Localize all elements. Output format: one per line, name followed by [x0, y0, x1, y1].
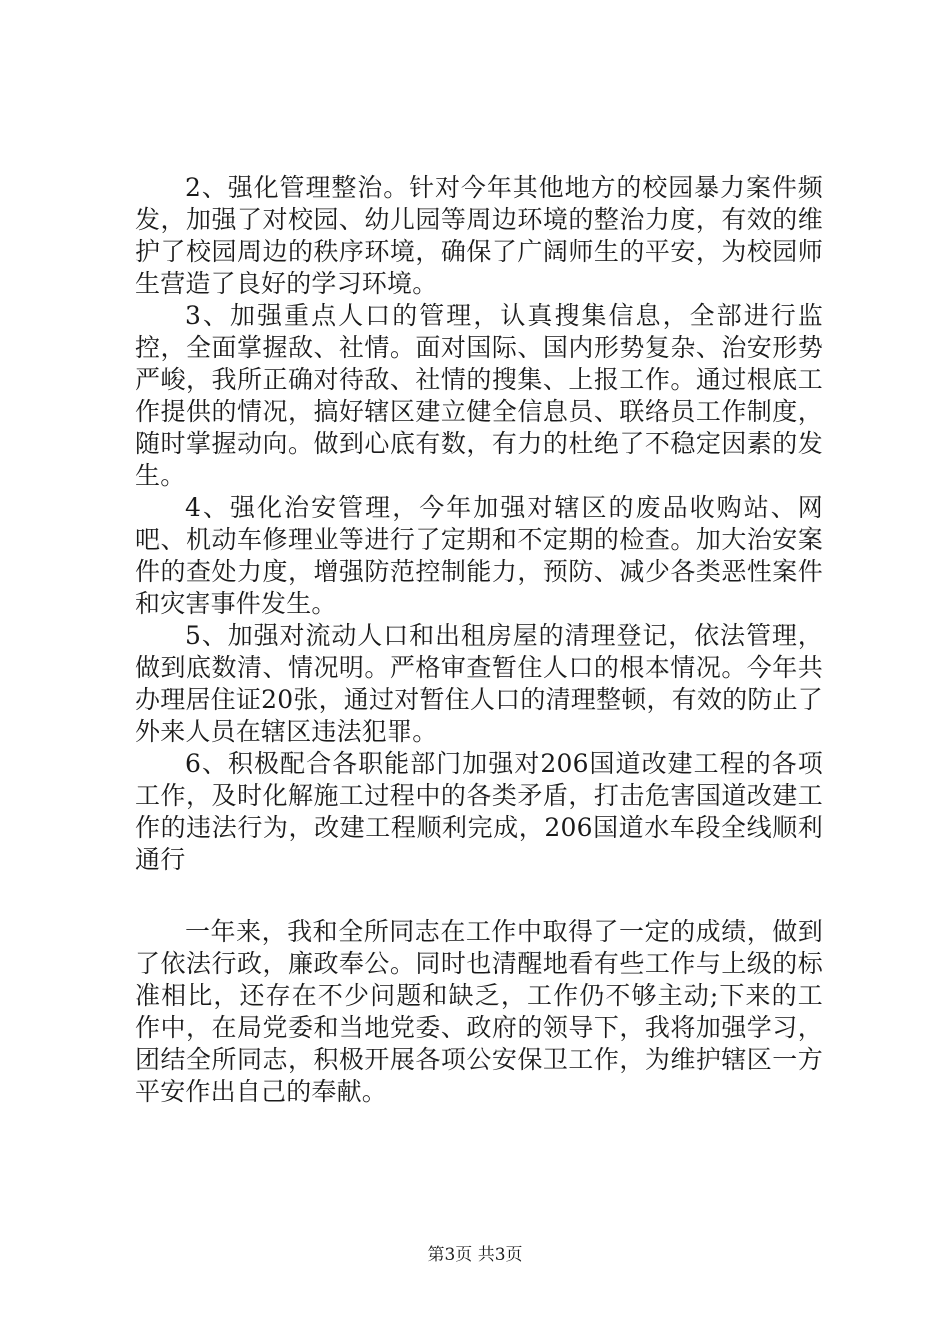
- paragraph-item-4: 4、强化治安管理，今年加强对辖区的废品收购站、网吧、机动车修理业等进行了定期和不定期的检查。加大治安案件的查处力度，增强防范控制能力，预防、减少各类恶性案件和灾害事件发生。: [135, 493, 823, 618]
- paragraph-item-2: 2、强化管理整治。针对今年其他地方的校园暴力案件频发，加强了对校园、幼儿园等周边环境的整治力度，有效的维护了校园周边的秩序环境，确保了广阔师生的平安，为校园师生营造了良好的学习环境。: [135, 173, 823, 298]
- paragraph-item-6: 6、积极配合各职能部门加强对206国道改建工程的各项工作，及时化解施工过程中的各类矛盾，打击危害国道改建工作的违法行为，改建工程顺利完成，206国道水车段全线顺利通行: [135, 749, 823, 874]
- page-footer: [0, 1244, 950, 1266]
- paragraph-summary: 一年来，我和全所同志在工作中取得了一定的成绩，做到了依法行政，廉政奉公。同时也清醒地看有些工作与上级的标准相比，还存在不少问题和缺乏，工作仍不够主动;下来的工作中，在局党委和当地党委、政府的领导下，我将加强学习，团结全所同志，积极开展各项公安保卫工作，为维护辖区一方平安作出自己的奉献。: [135, 917, 823, 1106]
- paragraph-item-3: 3、加强重点人口的管理，认真搜集信息，全部进行监控，全面掌握敌、社情。面对国际、国内形势复杂、治安形势严峻，我所正确对待敌、社情的搜集、上报工作。通过根底工作提供的情况，搞好辖区建立健全信息员、联络员工作制度，随时掌握动向。做到心底有数，有力的杜绝了不稳定因素的发生。: [135, 301, 823, 490]
- document-body: [135, 172, 823, 1108]
- paragraph-item-5: 5、加强对流动人口和出租房屋的清理登记，依法管理，做到底数清、情况明。严格审查暂住人口的根本情况。今年共办理居住证20张，通过对暂住人口的清理整顿，有效的防止了外来人员在辖区违法犯罪。: [135, 621, 823, 746]
- paragraph-spacer: [135, 876, 823, 916]
- page-number-label: 第3页 共3页: [427, 1245, 523, 1265]
